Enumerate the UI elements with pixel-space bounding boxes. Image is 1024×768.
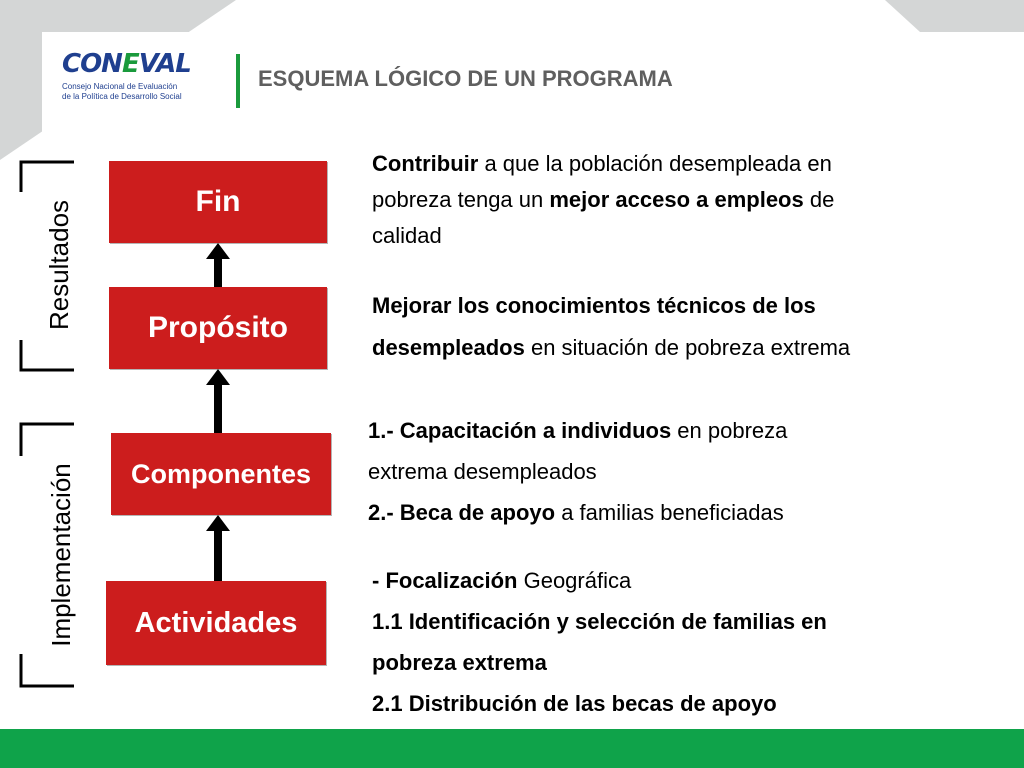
- fin-description-run: pobreza tenga un: [372, 187, 550, 212]
- proposito-description-run: Mejorar los conocimientos técnicos de los: [372, 293, 816, 318]
- header-divider: [236, 54, 240, 108]
- actividades-description-run: pobreza extrema: [372, 650, 547, 675]
- fin-description-line: [372, 146, 992, 182]
- fin-description-line: [372, 182, 992, 218]
- componentes-description-run: 2.- Beca de apoyo: [368, 500, 556, 525]
- box-componentes: Componentes: [111, 433, 331, 515]
- green-footer-bar: [0, 729, 1024, 768]
- page-title: ESQUEMA LÓGICO DE UN PROGRAMA: [258, 66, 673, 91]
- componentes-description-run: 1.- Capacitación a individuos: [368, 418, 672, 443]
- fin-description-run: mejor acceso a empleos: [549, 187, 804, 212]
- box-actividades: Actividades: [106, 581, 326, 665]
- actividades-description-run: - Focalización: [372, 568, 518, 593]
- actividades-description-line: [372, 560, 1002, 601]
- arrow-componentes-to-proposito: [212, 369, 224, 433]
- coneval-logo: [62, 50, 222, 102]
- label-resultados: Resultados: [44, 199, 74, 331]
- box-proposito: Propósito: [109, 287, 327, 369]
- label-implementacion: Implementación: [46, 463, 76, 647]
- proposito-description: [372, 285, 1002, 369]
- actividades-description: [372, 560, 1002, 724]
- proposito-description-run: desempleados: [372, 335, 525, 360]
- fin-description-run: calidad: [372, 223, 442, 248]
- actividades-description-line: [372, 601, 1002, 642]
- fin-description-run: a que la población desempleada en: [478, 151, 832, 176]
- proposito-description-line: [372, 285, 1002, 327]
- componentes-description-line: [368, 492, 1008, 533]
- logo-subtitle: Consejo Nacional de Evaluación de la Política de Desarrollo Social: [62, 82, 182, 101]
- gray-corner-top-right: [885, 0, 1024, 32]
- logo-wordmark: CONEVAL: [62, 49, 191, 79]
- actividades-description-line: [372, 642, 1002, 683]
- componentes-description-run: a familias beneficiadas: [555, 500, 784, 525]
- actividades-description-run: Geográfica: [517, 568, 632, 593]
- actividades-description-run: 1.1 Identificación y selección de familias en: [372, 609, 827, 634]
- componentes-description-run: en pobreza: [671, 418, 788, 443]
- componentes-description-line: [368, 410, 1008, 451]
- componentes-description-line: [368, 451, 1008, 492]
- fin-description-run: Contribuir: [372, 151, 479, 176]
- actividades-description-run: 2.1 Distribución de las becas de apoyo: [372, 691, 777, 716]
- componentes-description-run: extrema desempleados: [368, 459, 597, 484]
- arrow-actividades-to-componentes: [212, 515, 224, 581]
- proposito-description-line: [372, 327, 1002, 369]
- componentes-description: [368, 410, 1008, 533]
- box-fin: Fin: [109, 161, 327, 243]
- fin-description-line: [372, 218, 992, 254]
- fin-description: [372, 146, 992, 254]
- proposito-description-run: en situación de pobreza extrema: [524, 335, 851, 360]
- fin-description-run: de: [803, 187, 835, 212]
- actividades-description-line: [372, 683, 1002, 724]
- arrow-proposito-to-fin: [212, 243, 224, 287]
